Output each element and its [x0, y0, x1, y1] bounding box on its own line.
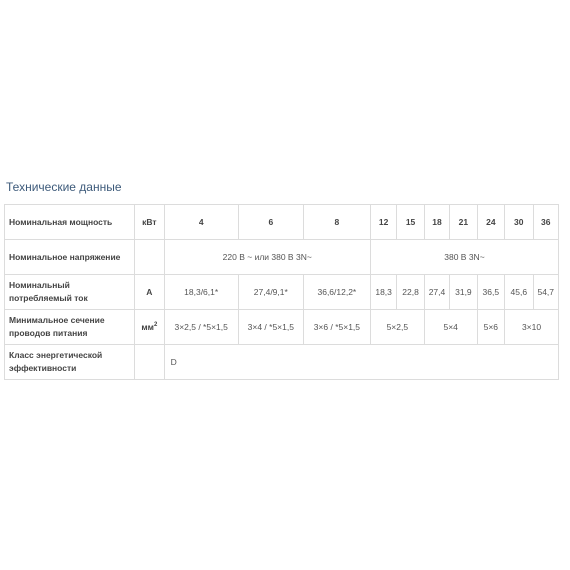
cable-label: Минимальное сечение проводов питания: [5, 310, 135, 345]
row-voltage: [5, 240, 559, 275]
power-cell: 6: [238, 205, 303, 240]
current-unit: А: [135, 275, 164, 310]
section-heading: Технические данные: [6, 180, 122, 194]
cable-cell: 5×2,5: [370, 310, 424, 345]
current-cell: 36,6/12,2*: [303, 275, 370, 310]
cable-unit-exponent: 2: [153, 321, 158, 328]
current-cell: 18,3: [370, 275, 396, 310]
power-cell: 24: [477, 205, 504, 240]
power-cell: 30: [505, 205, 533, 240]
power-cell: 8: [303, 205, 370, 240]
energy-class-cell: D: [164, 345, 558, 380]
current-label: Номинальный потребляемый ток: [5, 275, 135, 310]
power-cell: 4: [164, 205, 238, 240]
voltage-low-cell: 220 В ~ или 380 В 3N~: [164, 240, 370, 275]
energy-label: Класс энергетической эффективности: [5, 345, 135, 380]
power-label: Номинальная мощность: [5, 205, 135, 240]
current-cell: 36,5: [477, 275, 504, 310]
cable-cell: 5×4: [424, 310, 477, 345]
current-cell: 18,3/6,1*: [164, 275, 238, 310]
energy-unit: [135, 345, 164, 380]
cable-cell: 3×4 / *5×1,5: [238, 310, 303, 345]
current-cell: 45,6: [505, 275, 533, 310]
cable-cell: 3×2,5 / *5×1,5: [164, 310, 238, 345]
current-cell: 27,4: [424, 275, 449, 310]
row-cable: [5, 310, 559, 345]
power-cell: 12: [370, 205, 396, 240]
cable-cell: 5×6: [477, 310, 504, 345]
voltage-unit: [135, 240, 164, 275]
power-unit: кВт: [135, 205, 164, 240]
row-current: [5, 275, 559, 310]
voltage-label: Номинальное напряжение: [5, 240, 135, 275]
power-cell: 15: [397, 205, 424, 240]
power-cell: 18: [424, 205, 449, 240]
current-cell: 27,4/9,1*: [238, 275, 303, 310]
current-cell: 22,8: [397, 275, 424, 310]
power-cell: 21: [450, 205, 477, 240]
cable-unit-base: мм: [141, 321, 154, 332]
power-cell: 36: [533, 205, 559, 240]
cable-unit: [135, 310, 164, 345]
spec-table: [4, 204, 559, 380]
current-cell: 54,7: [533, 275, 559, 310]
row-energy: [5, 345, 559, 380]
row-power: [5, 205, 559, 240]
cable-cell: 3×6 / *5×1,5: [303, 310, 370, 345]
voltage-high-cell: 380 В 3N~: [370, 240, 558, 275]
cable-cell: 3×10: [505, 310, 559, 345]
current-cell: 31,9: [450, 275, 477, 310]
